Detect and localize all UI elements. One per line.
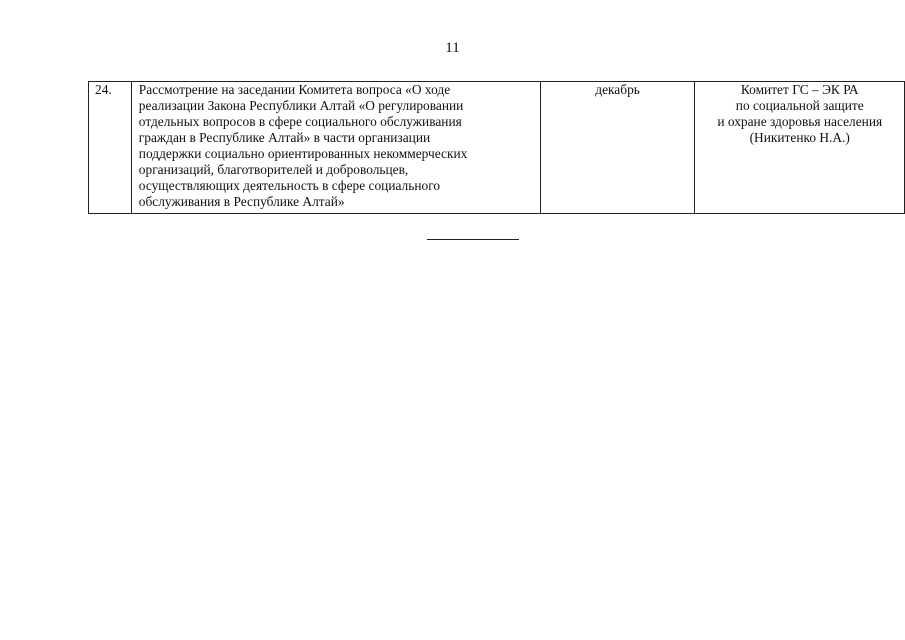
page-number: 11 — [445, 40, 460, 56]
table-row — [89, 82, 905, 214]
plan-table — [88, 81, 905, 214]
deadline-cell: декабрь — [540, 82, 695, 214]
end-rule — [427, 239, 519, 240]
responsible-cell: Комитет ГС – ЭК РА по социальной защите и охране здоровья населения (Никитенко Н.А.) — [695, 82, 905, 214]
event-description-cell: Рассмотрение на заседании Комитета вопроса «О ходе реализации Закона Республики Алтай «О регулировании отдельных вопросов в сфере социального обслуживания граждан в Республике Алтай» в части организации поддержки социально ориентированных некоммерческих организаций, благотворителей и добровольцев, осуществляющих деятельность в сфере социального обслуживания в Республике Алтай» — [131, 82, 540, 214]
row-number-cell: 24. — [89, 82, 132, 214]
